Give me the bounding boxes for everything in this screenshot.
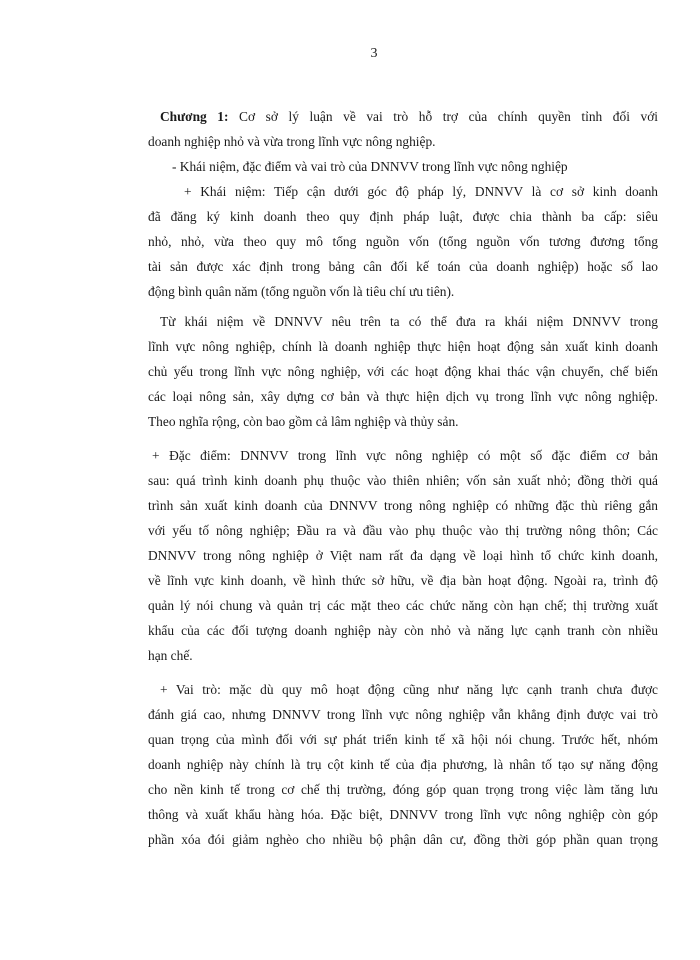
paragraph-line: + Đặc điểm: DNNVV trong lĩnh vực nông nghiệp có một số đặc điểm cơ bản [152,448,658,463]
chapter-title-line: doanh nghiệp nhỏ và vừa trong lĩnh vực nông nghiệp. [148,134,436,149]
paragraph-line: trình sản xuất kinh doanh của DNNVV trong nông nghiệp có những đặc thù riêng gắn [148,498,658,513]
paragraph-line: + Vai trò: mặc dù quy mô hoạt động cũng như năng lực cạnh tranh chưa được [160,682,658,697]
paragraph-gap [148,434,658,443]
role-paragraph [148,677,658,852]
paragraph-line: phần xóa đói giảm nghèo cho nhiều bộ phận dân cư, đồng thời góp phần quan trọng [148,832,658,847]
paragraph-line: sau: quá trình kinh doanh phụ thuộc vào thiên nhiên; vốn sản xuất nhỏ; đồng thời quá [148,473,658,488]
paragraph-line: Theo nghĩa rộng, còn bao gồm cả lâm nghiệp và thủy sản. [148,414,459,429]
paragraph-line: nhỏ, nhỏ, vừa theo quy mô tổng nguồn vốn (tổng nguồn vốn tương đương tổng [148,234,658,249]
paragraph-line: tài sản được xác định trong bảng cân đối kế toán của doanh nghiệp) hoặc số lao [148,259,658,274]
concept-paragraph [148,179,658,304]
chapter-heading [148,104,658,154]
paragraph-line: động bình quân năm (tổng nguồn vốn là tiêu chí ưu tiên). [148,284,455,299]
paragraph-line: với yếu tố nông nghiệp; Đầu ra và đầu vào phụ thuộc vào thị trường nông thôn; Các [148,523,658,538]
paragraph-line: DNNVV trong nông nghiệp ở Việt nam rất đa dạng về loại hình tổ chức kinh doanh, [148,548,658,563]
paragraph-line: lĩnh vực nông nghiệp, chính là doanh nghiệp thực hiện hoạt động sản xuất kinh doanh [148,339,658,354]
paragraph-line: đã đăng ký kinh doanh theo quy định pháp luật, được chia thành ba cấp: siêu [148,209,658,224]
paragraph-line: hạn chế. [148,648,193,663]
paragraph-line: quản lý nói chung và quản trị các mặt theo các chức năng còn hạn chế; thị trường xuất [148,598,658,613]
paragraph-line: đánh giá cao, nhưng DNNVV trong lĩnh vực nông nghiệp vẫn khẳng định được vai trò [148,707,658,722]
characteristics-paragraph [148,443,658,668]
paragraph-gap [148,668,658,677]
document-body [148,104,658,852]
paragraph-line: quan trọng của mình đối với sự phát triển kinh tế xã hội nói chung. Trước hết, nhóm [148,732,658,747]
chapter-label: Chương 1: [160,109,229,124]
paragraph-line: Từ khái niệm về DNNVV nêu trên ta có thể đưa ra khái niệm DNNVV trong [160,314,658,329]
paragraph-line: chủ yếu trong lĩnh vực nông nghiệp, với các hoạt động khai thác vận chuyển, chế biến [148,364,658,379]
section-line: - Khái niệm, đặc điểm và vai trò của DNNVV trong lĩnh vực nông nghiệp [172,159,568,174]
section-heading [148,154,658,179]
paragraph-line: về lĩnh vực kinh doanh, về hình thức sở hữu, về địa bàn hoạt động. Ngoài ra, trình độ [148,573,658,588]
agri-concept-paragraph [148,309,658,434]
paragraph-line: các loại nông sản, xây dựng cơ bản và thực hiện dịch vụ trong lĩnh vực nông nghiệp. [148,389,658,404]
paragraph-line: thông và xuất khẩu hàng hóa. Đặc biệt, DNNVV trong lĩnh vực nông nghiệp còn góp [148,807,658,822]
paragraph-line: doanh nghiệp này chính là trụ cột kinh tế của địa phương, là nhân tố tạo sự năng động [148,757,658,772]
paragraph-line: + Khái niệm: Tiếp cận dưới góc độ pháp lý, DNNVV là cơ sở kinh doanh [184,184,658,199]
page-number: 3 [370,46,378,61]
paragraph-line: cho nền kinh tế trong cơ chế thị trường, đóng góp quan trọng trong việc làm tăng lưu [148,782,658,797]
chapter-title-line: Cơ sở lý luận về vai trò hỗ trợ của chính quyền tỉnh đối với [228,109,658,124]
paragraph-line: khẩu của các đối tượng doanh nghiệp này còn nhỏ và năng lực cạnh tranh còn nhiều [148,623,658,638]
